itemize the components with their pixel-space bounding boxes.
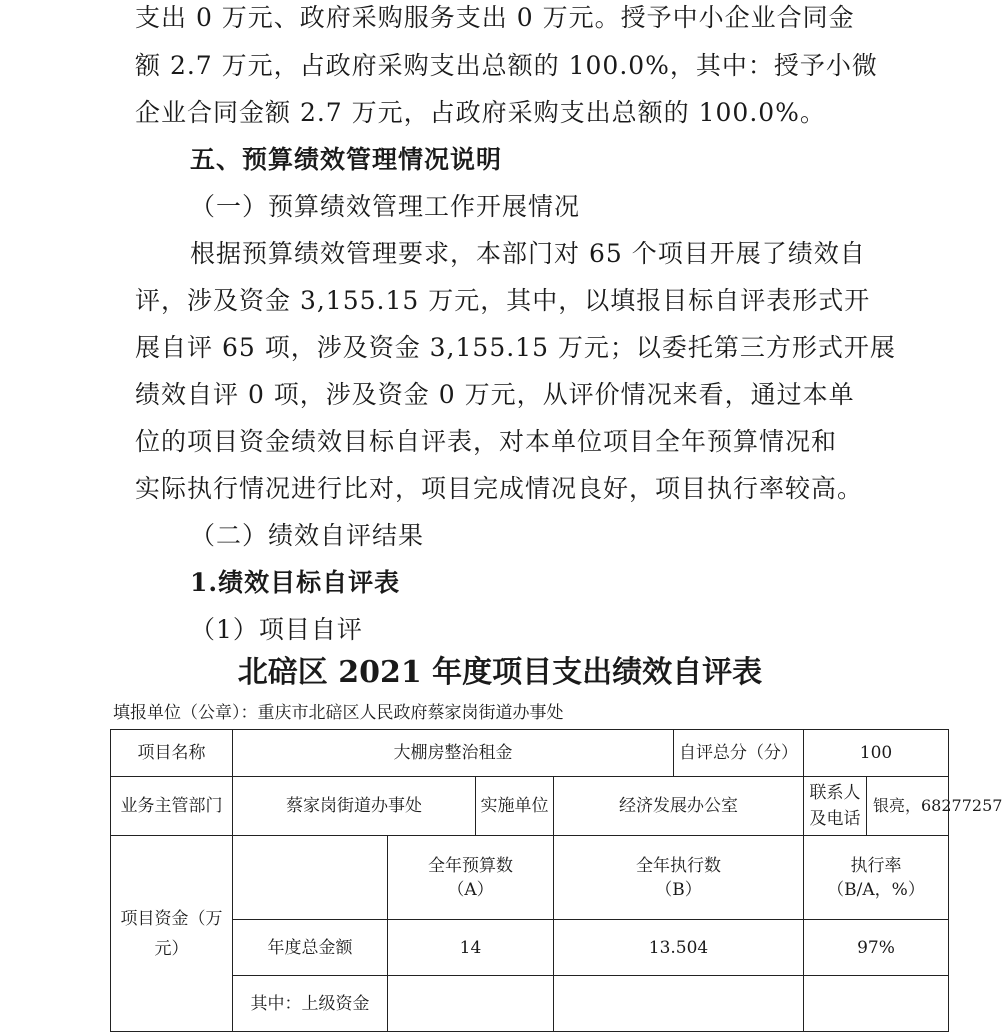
paragraph-line: 实际执行情况进行比对，项目完成情况良好，项目执行率较高。 (135, 474, 864, 503)
total-rate: 97% (804, 920, 949, 976)
contact-value: 银亮，68277257 (873, 796, 1002, 815)
subsection-heading: （1）项目自评 (190, 615, 363, 644)
reporting-unit: 填报单位（公章）：重庆市北碚区人民政府蔡家岗街道办事处 (113, 703, 564, 723)
table-row (111, 976, 949, 1032)
table-title: 北碚区 2021 年度项目支出绩效自评表 (237, 655, 763, 690)
dept-label: 业务主管部门 (111, 777, 233, 836)
paragraph-line: 根据预算绩效管理要求，本部门对 65 个项目开展了绩效自 (190, 239, 866, 268)
paragraph-line: 企业合同金额 2.7 万元，占政府采购支出总额的 100.0%。 (135, 98, 826, 127)
impl-label: 实施单位 (476, 777, 554, 836)
blank-cell (233, 836, 388, 920)
upper-budget (388, 976, 554, 1032)
rate-header-line2: （B/A，%） (827, 879, 925, 900)
section-heading: 五、预算绩效管理情况说明 (190, 145, 503, 174)
table-row (111, 920, 949, 976)
contact-cell (804, 777, 1002, 836)
subsection-heading: （一）预算绩效管理工作开展情况 (190, 192, 581, 221)
paragraph-line: 绩效自评 0 项，涉及资金 0 万元，从评价情况来看，通过本单 (135, 380, 855, 409)
paragraph-line: 展自评 65 项，涉及资金 3,155.15 万元；以委托第三方形式开展 (135, 333, 896, 362)
paragraph-line: 位的项目资金绩效目标自评表，对本单位项目全年预算情况和 (135, 427, 838, 456)
funds-label: 项目资金（万元） (111, 836, 233, 1032)
project-name: 大棚房整治租金 (233, 730, 674, 777)
rate-header-line1: 执行率 (850, 855, 902, 876)
upper-rate (804, 976, 949, 1032)
project-name-label: 项目名称 (111, 730, 233, 777)
exec-header-line2: （B） (655, 879, 702, 900)
total-budget: 14 (388, 920, 554, 976)
paragraph-line: 支出 0 万元、政府采购服务支出 0 万元。授予中小企业合同金 (135, 3, 855, 32)
budget-header-line2: （A） (447, 879, 494, 900)
self-evaluation-table (110, 729, 1002, 1032)
contact-label-line2: 及电话 (809, 809, 861, 829)
budget-header-line1: 全年预算数 (428, 855, 513, 876)
score-label: 自评总分（分） (674, 730, 804, 777)
total-exec: 13.504 (554, 920, 804, 976)
upper-exec (554, 976, 804, 1032)
exec-header (554, 836, 804, 920)
subsection-heading: （二）绩效自评结果 (190, 521, 425, 550)
exec-header-line1: 全年执行数 (636, 855, 721, 876)
impl-value: 经济发展办公室 (554, 777, 804, 836)
table-row (111, 777, 949, 836)
contact-label-line1: 联系人 (809, 783, 861, 803)
total-label: 年度总金额 (233, 920, 388, 976)
paragraph-line: 评，涉及资金 3,155.15 万元，其中，以填报目标自评表形式开 (135, 286, 871, 315)
upper-funds-label: 其中：上级资金 (233, 976, 388, 1032)
table-row (111, 730, 949, 777)
paragraph-line: 额 2.7 万元，占政府采购支出总额的 100.0%，其中：授予小微 (135, 51, 878, 80)
contact-label (804, 777, 867, 835)
table-row (111, 836, 949, 920)
budget-header (388, 836, 554, 920)
subsection-heading: 1.绩效目标自评表 (190, 568, 401, 597)
score-value: 100 (804, 730, 949, 777)
rate-header (804, 836, 949, 920)
dept-value: 蔡家岗街道办事处 (233, 777, 476, 836)
contact-split (804, 777, 1002, 835)
